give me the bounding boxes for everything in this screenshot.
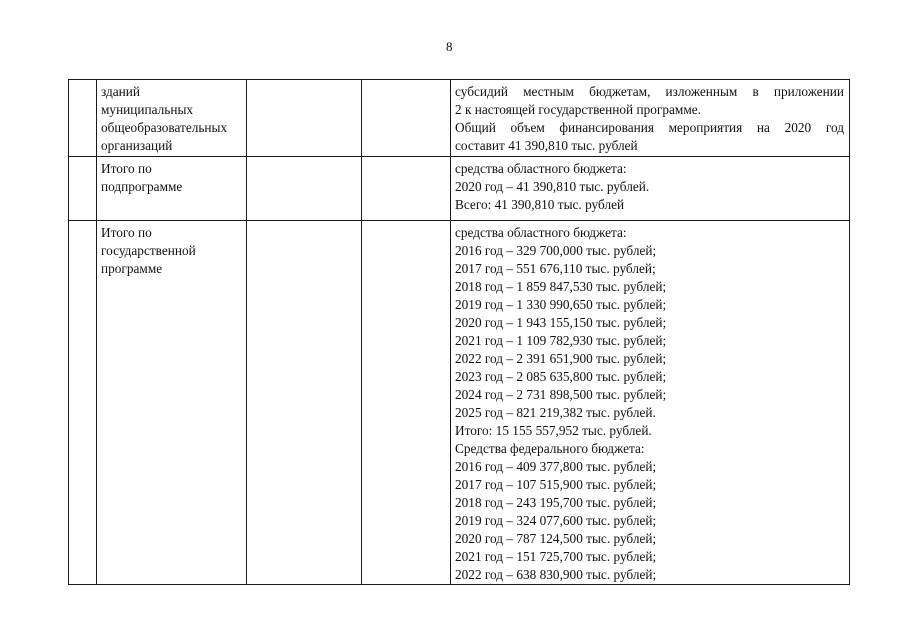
empty-cell [247, 80, 362, 157]
text-line: 2020 год – 787 124,500 тыс. рублей; [455, 531, 657, 546]
text-line: общеобразовательных [101, 120, 228, 135]
description-cell [451, 157, 850, 221]
text-line: программе [101, 261, 163, 276]
activity-name-cell [97, 80, 247, 157]
text-line: Итого по [101, 161, 152, 176]
table-row [69, 157, 850, 221]
text-line: 2 к настоящей государственной программе. [455, 102, 701, 117]
empty-cell [247, 221, 362, 585]
empty-cell [247, 157, 362, 221]
text-line: 2021 год – 151 725,700 тыс. рублей; [455, 549, 657, 564]
program-financing-table [68, 79, 850, 585]
text-line: составит 41 390,810 тыс. рублей [455, 138, 638, 153]
text-line: средства областного бюджета: [455, 161, 627, 176]
text-line: 2016 год – 329 700,000 тыс. рублей; [455, 243, 657, 258]
text-line: субсидий местным бюджетам, изложенным в приложении [455, 84, 844, 99]
description-cell [451, 221, 850, 585]
table-row [69, 80, 850, 157]
activity-name-cell [97, 221, 247, 585]
text-line: государственной [101, 243, 196, 258]
row-number-cell [69, 80, 97, 157]
text-line: Всего: 41 390,810 тыс. рублей [455, 197, 625, 212]
text-line: 2017 год – 551 676,110 тыс. рублей; [455, 261, 656, 276]
text-line: Итого: 15 155 557,952 тыс. рублей. [455, 423, 652, 438]
text-line: 2018 год – 243 195,700 тыс. рублей; [455, 495, 657, 510]
text-line: 2018 год – 1 859 847,530 тыс. рублей; [455, 279, 667, 294]
text-line: 2020 год – 1 943 155,150 тыс. рублей; [455, 315, 667, 330]
row-number-cell [69, 157, 97, 221]
empty-cell [362, 221, 451, 585]
text-line: 2023 год – 2 085 635,800 тыс. рублей; [455, 369, 667, 384]
text-line: Итого по [101, 225, 152, 240]
text-line: средства областного бюджета: [455, 225, 627, 240]
empty-cell [362, 157, 451, 221]
text-line: 2019 год – 324 077,600 тыс. рублей; [455, 513, 657, 528]
activity-name-cell [97, 157, 247, 221]
text-line: 2020 год – 41 390,810 тыс. рублей. [455, 179, 650, 194]
text-line: Общий объем финансирования мероприятия на 2020 год [455, 120, 844, 135]
text-line: организаций [101, 138, 173, 153]
text-line: 2025 год – 821 219,382 тыс. рублей. [455, 405, 656, 420]
text-line: 2022 год – 638 830,900 тыс. рублей; [455, 567, 657, 582]
description-cell [451, 80, 850, 157]
row-number-cell [69, 221, 97, 585]
text-line: 2017 год – 107 515,900 тыс. рублей; [455, 477, 657, 492]
text-line: муниципальных [101, 102, 194, 117]
text-line: подпрограмме [101, 179, 183, 194]
table-row [69, 221, 850, 585]
text-line: 2021 год – 1 109 782,930 тыс. рублей; [455, 333, 667, 348]
text-line: Средства федерального бюджета: [455, 441, 645, 456]
text-line: 2024 год – 2 731 898,500 тыс. рублей; [455, 387, 667, 402]
text-line: 2019 год – 1 330 990,650 тыс. рублей; [455, 297, 667, 312]
text-line: 2016 год – 409 377,800 тыс. рублей; [455, 459, 657, 474]
text-line: 2022 год – 2 391 651,900 тыс. рублей; [455, 351, 667, 366]
text-line: зданий [101, 84, 141, 99]
page-number: 8 [446, 39, 453, 54]
empty-cell [362, 80, 451, 157]
